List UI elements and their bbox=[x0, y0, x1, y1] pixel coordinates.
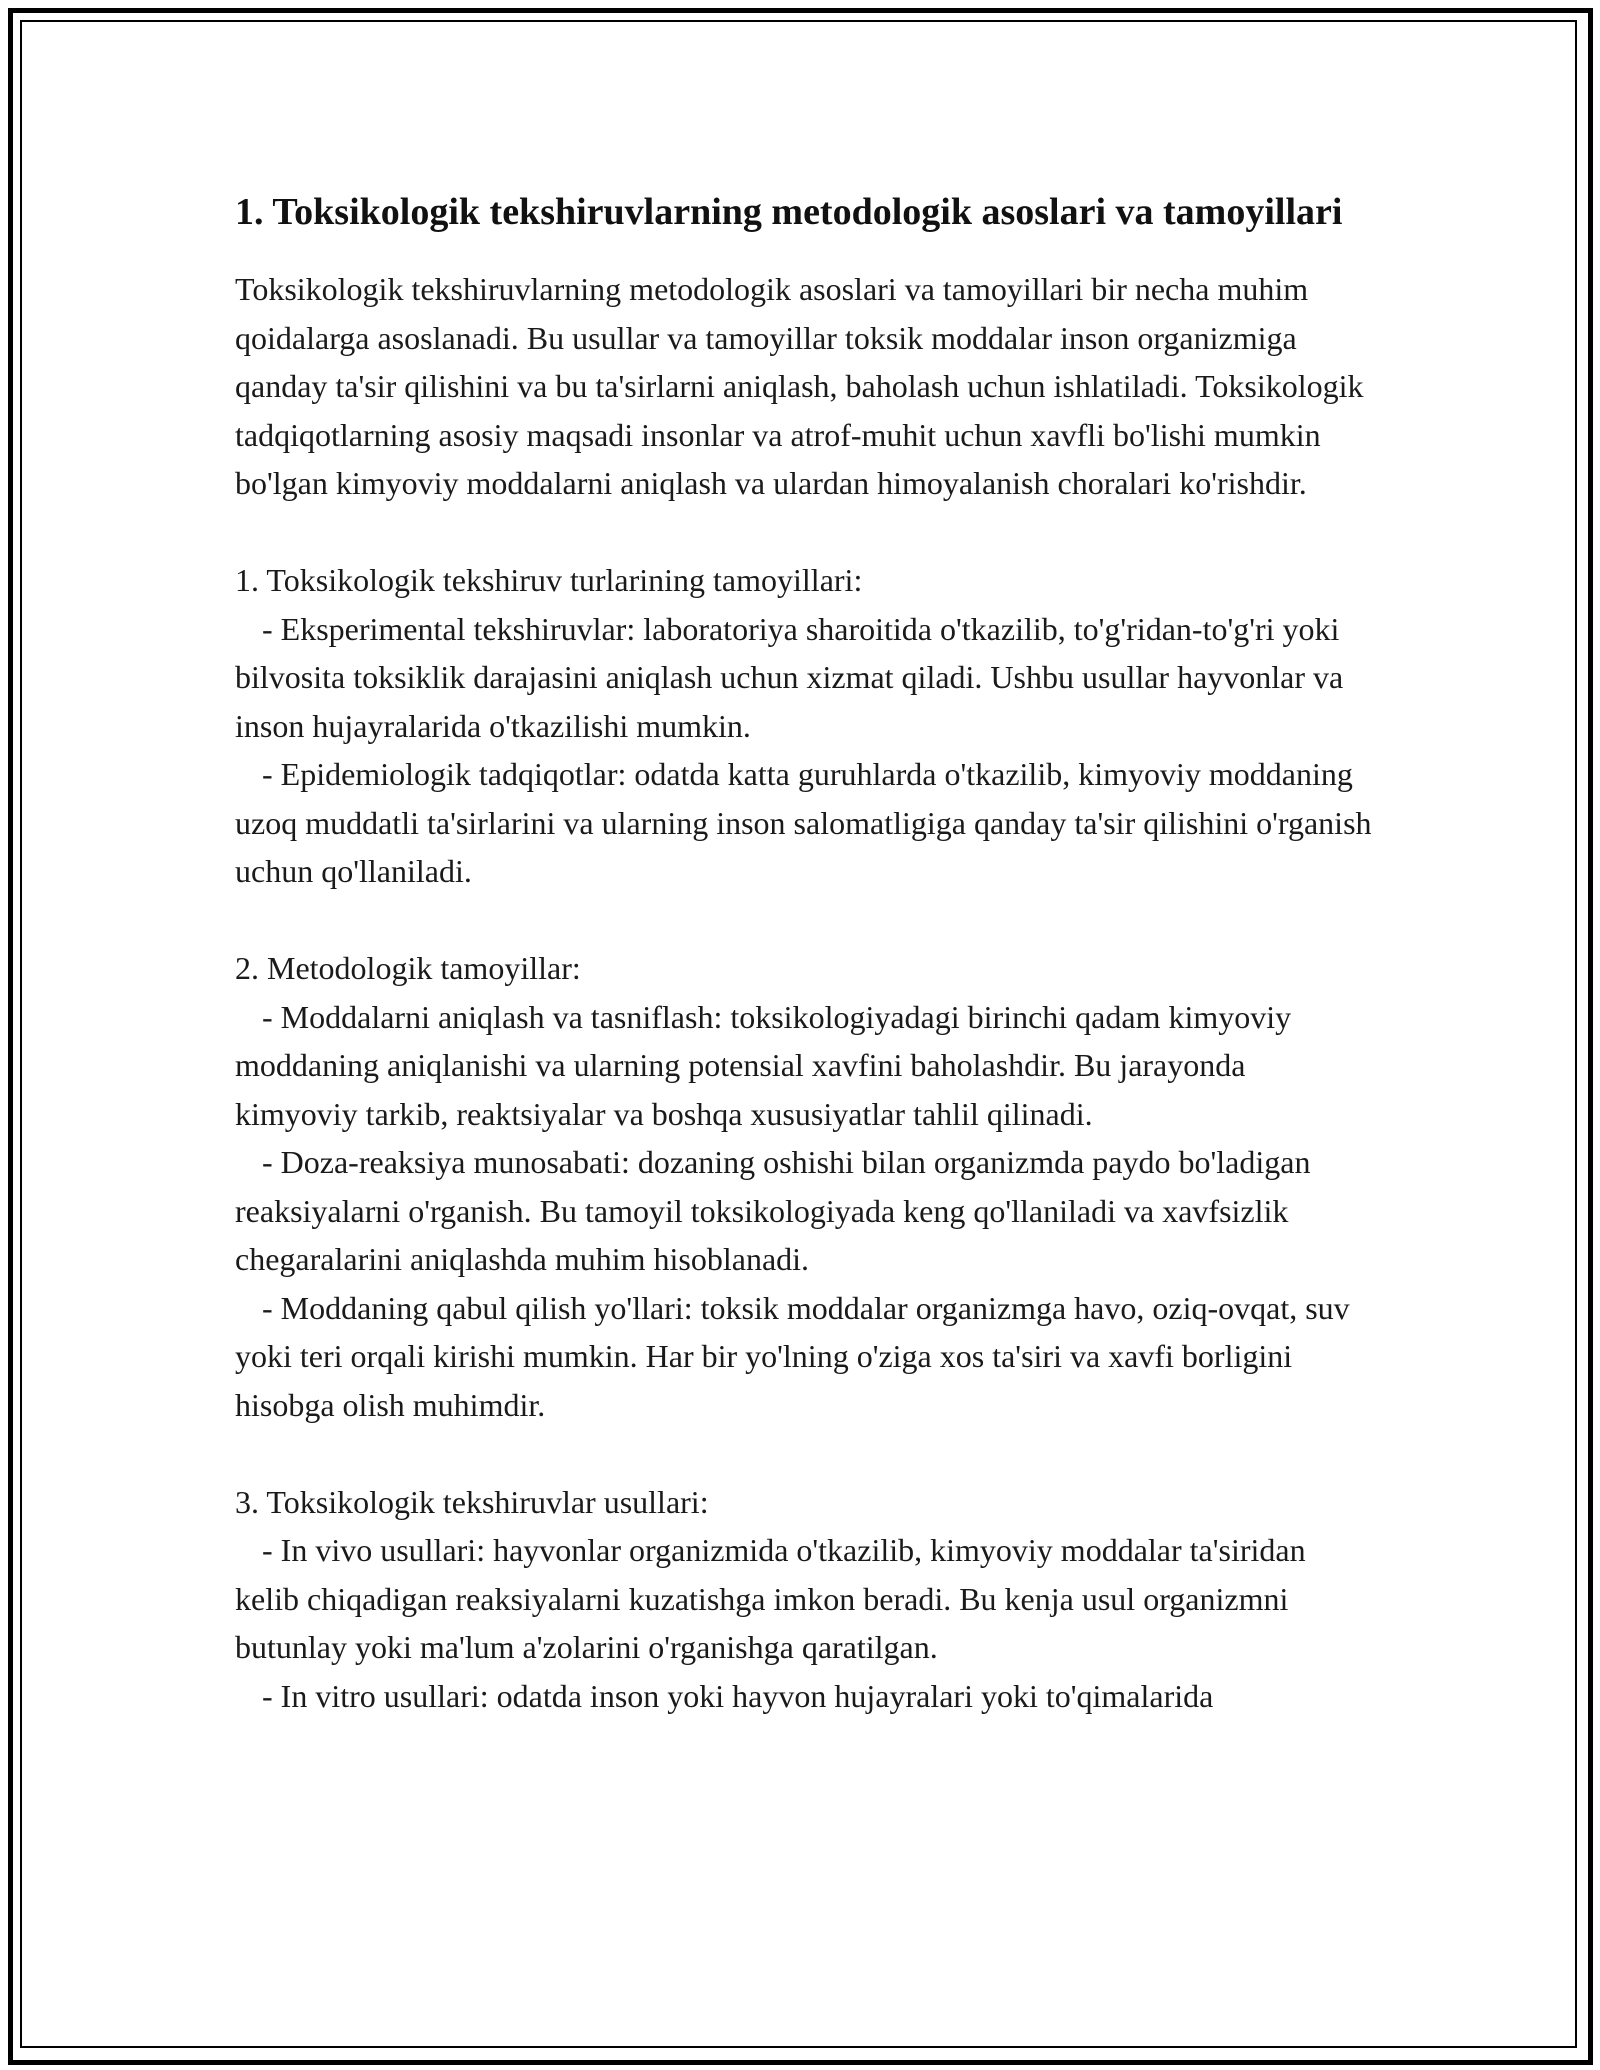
list-item: - In vitro usullari: odatda inson yoki hayvon hujayralari yoki to'qimalarida bbox=[262, 1677, 1214, 1714]
list-item: - Moddalarni aniqlash va tasniflash: toksikologiyadagi birinchi qadam kimyoviy moddaning aniqlanishi va ularning potensial xavfini baholashdir. Bu jarayonda kimyoviy tarkib, reaktsiyalar va boshqa xususiyatlar tahlil qilinadi. bbox=[235, 998, 1292, 1132]
intro-paragraph: Toksikologik tekshiruvlarning metodologik asoslari va tamoyillari bir necha muhim qoidalarga asoslanadi. Bu usullar va tamoyillar toksik moddalar inson organizmiga qanday ta'sir qilishini va bu ta'sirlarni aniqlash, baholash uchun ishlatiladi. Toksikologik tadqiqotlarning asosiy maqsadi insonlar va atrof-muhit uchun xavfli bo'lishi mumkin bo'lgan kimyoviy moddalarni aniqlash va ulardan himoyalanish choralari ko'rishdir. bbox=[235, 271, 1364, 501]
section-heading: 3. Toksikologik tekshiruvlar usullari: bbox=[235, 1483, 709, 1520]
page-title: 1. Toksikologik tekshiruvlarning metodologik asoslari va tamoyillari bbox=[235, 191, 1343, 233]
list-item: - Moddaning qabul qilish yo'llari: toksik moddalar organizmga havo, oziq-ovqat, suv yoki teri orqali kirishi mumkin. Har bir yo'lning o'ziga xos ta'siri va xavfi borligini hisobga olish muhimdir. bbox=[235, 1289, 1350, 1423]
section-heading: 1. Toksikologik tekshiruv turlarining tamoyillari: bbox=[235, 562, 863, 598]
list-item: - In vivo usullari: hayvonlar organizmida o'tkazilib, kimyoviy moddalar ta'siridan kelib chiqadigan reaksiyalarni kuzatishga imkon beradi. Bu kenja usul organizmni butunlay yoki ma'lum a'zolarini o'rganishga qaratilgan. bbox=[235, 1532, 1306, 1665]
section-1 bbox=[235, 556, 1375, 896]
list-item: - Eksperimental tekshiruvlar: laboratoriya sharoitida o'tkazilib, to'g'ridan-to'g'ri yoki bilvosita toksiklik darajasini aniqlash uchun xizmat qiladi. Ushbu usullar hayvonlar va inson hujayralarida o'tkazilishi mumkin. bbox=[235, 610, 1344, 744]
list-item: - Epidemiologik tadqiqotlar: odatda katta guruhlarda o'tkazilib, kimyoviy moddaning uzoq muddatli ta'sirlarini va ularning inson salomatligiga qanday ta'sir qilishini o'rganish uchun qo'llaniladi. bbox=[235, 756, 1372, 889]
section-2 bbox=[235, 944, 1375, 1429]
list-item: - Doza-reaksiya munosabati: dozaning oshishi bilan organizmda paydo bo'ladigan reaksiyalarni o'rganish. Bu tamoyil toksikologiyada keng qo'llaniladi va xavfsizlik chegaralarini aniqlashda muhim hisoblanadi. bbox=[235, 1144, 1311, 1277]
section-heading: 2. Metodologik tamoyillar: bbox=[235, 950, 581, 986]
section-3 bbox=[235, 1478, 1375, 1721]
document-body bbox=[235, 185, 1375, 1720]
